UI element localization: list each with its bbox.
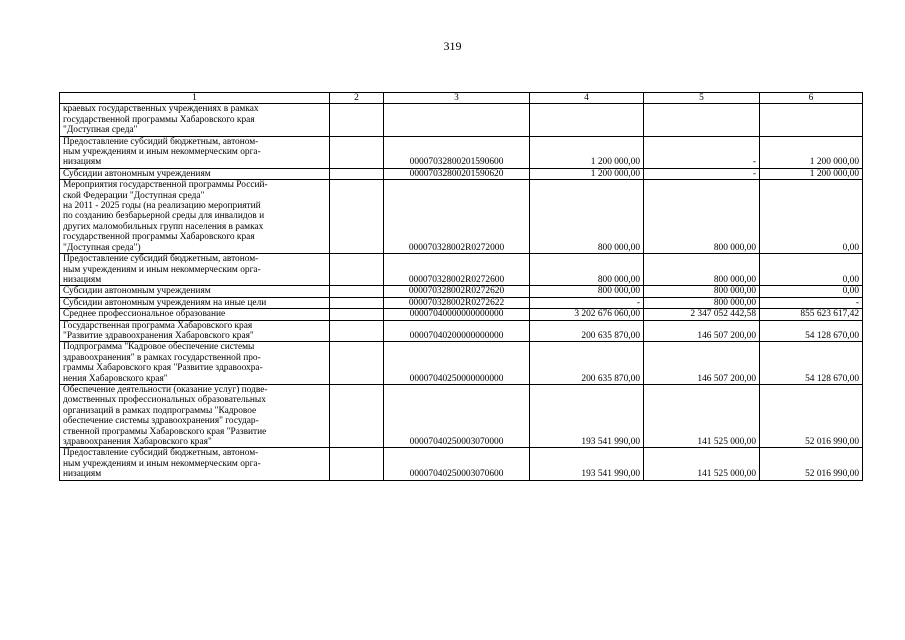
column-header: 5 (644, 93, 760, 104)
row-description: Подпрограмма "Кадровое обеспечение системы здравоохранения" в рамках государственной про- граммы Хабаровского края "Развитие здравоохра- нения Хабаровского края" (60, 342, 330, 385)
table-row (60, 254, 863, 286)
table-row (60, 297, 863, 308)
table-row (60, 168, 863, 179)
row-value-col5: 800 000,00 (644, 180, 760, 254)
row-value-col6 (760, 104, 863, 136)
row-value-col4: 193 541 990,00 (530, 448, 644, 480)
table-row (60, 286, 863, 297)
row-value-col6: 54 128 670,00 (760, 320, 863, 342)
row-value-col5: - (644, 168, 760, 179)
row-value-col5: 141 525 000,00 (644, 448, 760, 480)
row-col2 (330, 309, 384, 320)
row-description: Среднее профессиональное образование (60, 309, 330, 320)
row-value-col4: 1 200 000,00 (530, 168, 644, 179)
row-value-col5: - (644, 136, 760, 168)
row-value-col4: 800 000,00 (530, 254, 644, 286)
row-value-col4: - (530, 297, 644, 308)
row-value-col6: 855 623 617,42 (760, 309, 863, 320)
row-value-col4: 800 000,00 (530, 180, 644, 254)
page-number: 319 (443, 39, 462, 53)
row-value-col6: 1 200 000,00 (760, 136, 863, 168)
row-value-col5: 146 507 200,00 (644, 320, 760, 342)
row-value-col5: 800 000,00 (644, 297, 760, 308)
row-description: Предоставление субсидий бюджетным, автоном- ным учреждениям и иным некоммерческим орга- низациям (60, 136, 330, 168)
row-value-col4: 200 635 870,00 (530, 342, 644, 385)
column-header: 2 (330, 93, 384, 104)
row-col2 (330, 286, 384, 297)
row-value-col4: 800 000,00 (530, 286, 644, 297)
row-code: 00007040000000000000 (384, 309, 530, 320)
row-value-col5 (644, 104, 760, 136)
column-header: 6 (760, 93, 863, 104)
row-description: Государственная программа Хабаровского края "Развитие здравоохранения Хабаровского края" (60, 320, 330, 342)
row-value-col6: 0,00 (760, 254, 863, 286)
row-code: 00007032800201590600 (384, 136, 530, 168)
row-col2 (330, 384, 384, 447)
row-value-col4: 3 202 676 060,00 (530, 309, 644, 320)
row-description: Предоставление субсидий бюджетным, автоном- ным учреждениям и иным некоммерческим орга- низациям (60, 448, 330, 480)
row-value-col6: 1 200 000,00 (760, 168, 863, 179)
row-code: 000070328002R0272000 (384, 180, 530, 254)
row-value-col6: 52 016 990,00 (760, 448, 863, 480)
row-col2 (330, 180, 384, 254)
table-row (60, 309, 863, 320)
table-row (60, 384, 863, 447)
row-code: 00007032800201590620 (384, 168, 530, 179)
row-code: 00007040250003070000 (384, 384, 530, 447)
budget-table (59, 92, 863, 481)
row-description: Мероприятия государственной программы Россий- ской Федерации "Доступная среда" на 2011 - 2025 годы (на реализацию мероприятий по созданию безбарьерной среды для инвалидов и других маломобильных групп населения в рамках государственной программы Хабаровского края "Доступная среда") (60, 180, 330, 254)
table-row (60, 342, 863, 385)
row-code: 000070328002R0272620 (384, 286, 530, 297)
row-code: 00007040250003070600 (384, 448, 530, 480)
row-description: Субсидии автономным учреждениям (60, 168, 330, 179)
row-value-col5: 2 347 052 442,58 (644, 309, 760, 320)
row-col2 (330, 297, 384, 308)
row-description: Обеспечение деятельности (оказание услуг) подве- домственных профессиональных образовательных организаций в рамках подпрограммы "Кадровое обеспечение системы здравоохранения" государ- ственной программы Хабаровского края "Развитие здравоохранения Хабаровского края" (60, 384, 330, 447)
row-value-col5: 800 000,00 (644, 254, 760, 286)
table-row (60, 104, 863, 136)
row-value-col4: 1 200 000,00 (530, 136, 644, 168)
table-row (60, 180, 863, 254)
row-col2 (330, 168, 384, 179)
row-value-col6: 0,00 (760, 180, 863, 254)
row-value-col4: 193 541 990,00 (530, 384, 644, 447)
table-row (60, 136, 863, 168)
row-col2 (330, 448, 384, 480)
row-value-col6: 54 128 670,00 (760, 342, 863, 385)
row-code (384, 104, 530, 136)
row-description: Предоставление субсидий бюджетным, автоном- ным учреждениям и иным некоммерческим орга- низациям (60, 254, 330, 286)
row-value-col5: 146 507 200,00 (644, 342, 760, 385)
table-body (60, 104, 863, 480)
row-value-col6: - (760, 297, 863, 308)
row-code: 000070328002R0272600 (384, 254, 530, 286)
row-value-col6: 0,00 (760, 286, 863, 297)
table-row (60, 320, 863, 342)
row-value-col4 (530, 104, 644, 136)
row-code: 000070328002R0272622 (384, 297, 530, 308)
column-header: 3 (384, 93, 530, 104)
row-col2 (330, 136, 384, 168)
row-value-col6: 52 016 990,00 (760, 384, 863, 447)
row-col2 (330, 254, 384, 286)
row-value-col5: 141 525 000,00 (644, 384, 760, 447)
row-value-col4: 200 635 870,00 (530, 320, 644, 342)
row-code: 00007040200000000000 (384, 320, 530, 342)
row-col2 (330, 342, 384, 385)
row-col2 (330, 320, 384, 342)
table-header-row (60, 93, 863, 104)
row-col2 (330, 104, 384, 136)
row-code: 00007040250000000000 (384, 342, 530, 385)
row-description: Субсидии автономным учреждениям на иные цели (60, 297, 330, 308)
row-description: краевых государственных учреждениях в рамках государственной программы Хабаровского края "Доступная среда" (60, 104, 330, 136)
row-description: Субсидии автономным учреждениям (60, 286, 330, 297)
column-header: 4 (530, 93, 644, 104)
row-value-col5: 800 000,00 (644, 286, 760, 297)
column-header: 1 (60, 93, 330, 104)
table-row (60, 448, 863, 480)
